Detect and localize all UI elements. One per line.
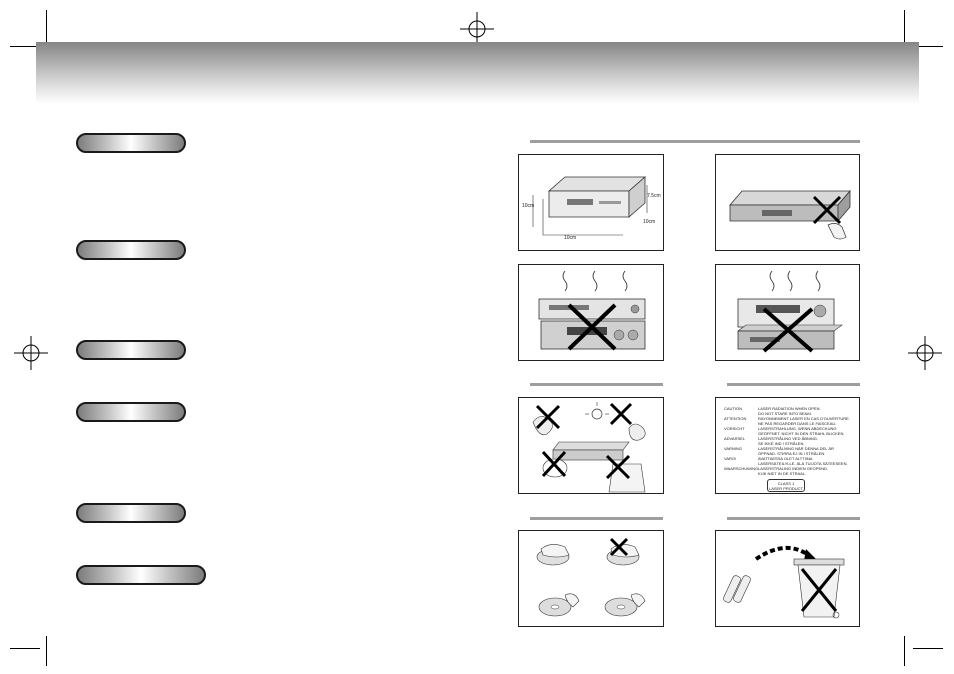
dim-label-top: 7.5cm [647,193,661,199]
battery-disposal-illustration [715,530,860,627]
section-rule [727,517,860,520]
registration-mark-right [908,336,942,370]
section-rule [530,140,860,143]
laser-row-key: WAARSCHUWING [724,466,759,471]
laser-row-text: DO NOT STARE INTO BEAM. [758,411,812,416]
laser-row-key: VARO! [724,456,737,461]
laser-row-text: LASERSTRAHLUNG, WENN ABDECKUNG [758,426,837,431]
laser-row-key: ADVARSEL [724,436,746,441]
section-rule [530,517,663,520]
laser-row-key [724,471,758,476]
dim-label-side: 10cm [564,235,577,241]
registration-mark-left [14,336,48,370]
section-pill [76,133,186,153]
registration-mark-top [460,12,494,46]
crop-mark [46,636,47,666]
laser-row-key: VARNING [724,446,742,451]
dim-label-front: 10cm [522,203,535,209]
section-pill [76,402,186,422]
stacking-warning-illustration [518,264,664,361]
laser-row-text: NE PAS REGARDER DANS LE FAISCEAU. [758,421,837,426]
laser-row-text: RAYONNEMENT LASER EN CAS D'OUVERTURE. [758,416,850,421]
laser-class-label [767,479,805,492]
tray-push-warning-illustration [715,154,860,251]
laser-warning-label [715,397,860,494]
laser-warning-text [724,406,850,476]
environment-caution-illustration [518,397,664,494]
laser-row-text: LASERSTRALING INDIEN GEOPEND. [758,466,829,471]
placement-illustration [518,154,664,251]
header-band [36,42,919,104]
laser-row-text: LASER RADIATION WHEN OPEN. [758,406,821,411]
section-pill [76,565,206,585]
crop-mark [913,648,943,649]
laser-class-line: CLASS 1 [777,481,795,486]
laser-row-text: LASERSTRÅLING VED ÅBNING. [758,436,819,441]
laser-row-text: LASERSTRÅLNING NÄR DENNA DEL ÄR [758,446,834,451]
crop-mark [904,636,905,666]
laser-row-text: KIJK NIET IN DE STRAAL. [758,471,807,476]
crop-mark [10,648,40,649]
section-pill [76,240,186,260]
section-pill [76,340,186,360]
laser-row-key: ATTENTION [724,416,747,421]
laser-row-key: VORSICHT [724,426,745,431]
laser-class-line: LASER PRODUCT [768,486,803,491]
laser-row-text: LASERSÄTEILYLLE. ÄLÄ TUIJOTA SÄTEESEEN. [758,461,848,466]
section-rule [727,383,860,386]
laser-row-key: CAUTION [724,406,742,411]
disc-handling-illustration [518,530,664,627]
laser-row-text: ÖPPNAD. STIRRA EJ IN I STRÅLEN. [758,451,826,456]
section-pill [76,503,186,523]
stacking-warning-illustration [715,264,860,361]
laser-row-text: SE IKKE IND I STRÅLEN. [758,441,805,446]
laser-row-text: AVATTAESSA OLET ALTTIINA [758,456,813,461]
section-rule [530,383,663,386]
laser-row-text: GEÖFFNET. NICHT IN DEN STRAHL BLICKEN. [758,431,845,436]
dim-label-right: 10cm [643,219,656,225]
